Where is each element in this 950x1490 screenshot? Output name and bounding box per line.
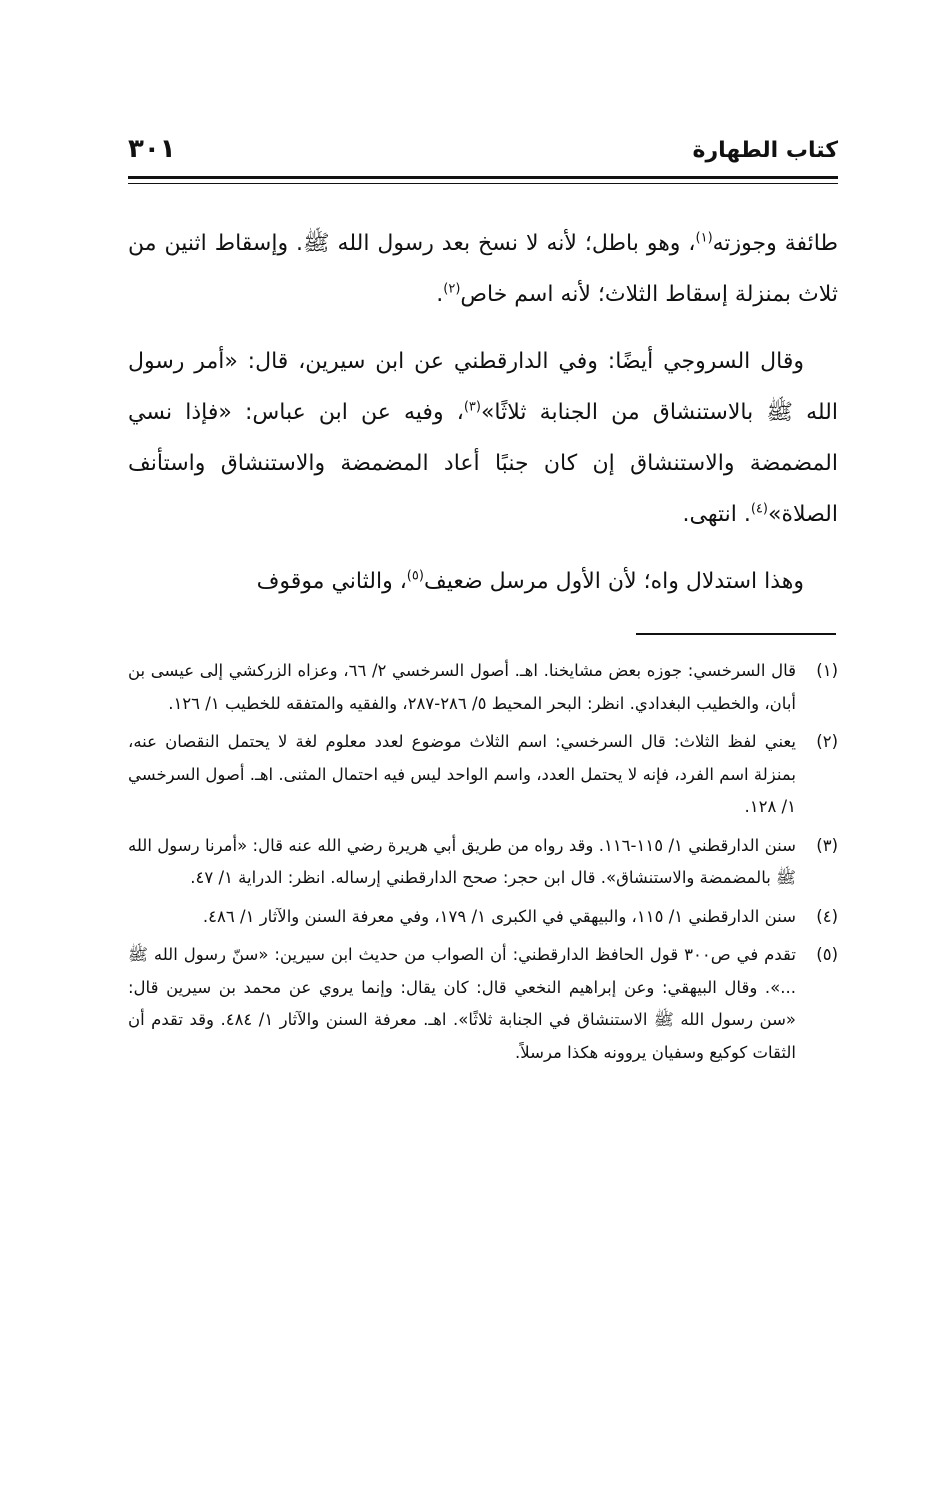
- header-rule-thick: [128, 176, 838, 179]
- footnote-ref[interactable]: (٣): [463, 399, 481, 415]
- footnote-number: (٣): [816, 835, 838, 855]
- text-run: ، وفيه عن ابن عباس: «فإذا نسي المضمضة والاستنشاق إن كان جنبًا أعاد المضمضة والاستنشاق واستأنف الصلاة»: [128, 400, 838, 527]
- footnote-ref[interactable]: (٥): [406, 568, 424, 584]
- footnote: [128, 726, 838, 824]
- footnote-ref[interactable]: (٤): [750, 501, 768, 517]
- text-run: . انتهى.: [682, 502, 751, 527]
- footnote-ref[interactable]: (٢): [443, 281, 461, 297]
- text-run: وهذا استدلال واه؛ لأن الأول مرسل ضعيف: [423, 569, 804, 594]
- footnote-text: سنن الدارقطني ١/ ١١٥-١١٦. وقد رواه من طريق أبي هريرة رضي الله عنه قال: «أمرنا رسول الله ﷺ بالمضمضة والاستنشاق». قال ابن حجر: صحح الدارقطني إرساله. انظر: الدراية ١/ ٤٧.: [128, 835, 796, 887]
- text-run: .: [436, 282, 444, 307]
- text-run: ، وهو باطل؛ لأنه لا نسخ بعد رسول الله ﷺ. وإسقاط اثنين من ثلاث بمنزلة إسقاط الثلاث؛ لأنه اسم خاص: [128, 231, 838, 307]
- footnote-number: (٢): [816, 732, 838, 751]
- footnote-number: (٥): [816, 945, 838, 964]
- footnote: [128, 901, 838, 934]
- footnote-ref[interactable]: (١): [695, 230, 713, 246]
- chapter-title: كتاب الطهارة: [692, 138, 838, 163]
- paragraph: [128, 218, 838, 320]
- footnote-separator: [636, 633, 836, 635]
- footnotes: [128, 655, 838, 1075]
- paragraph: [128, 556, 838, 607]
- footnote-number: (١): [816, 661, 838, 680]
- page-number: ٣٠١: [128, 134, 176, 164]
- footnote-text: تقدم في ص٣٠٠ قول الحافظ الدارقطني: أن الصواب من حديث ابن سيرين: «سنّ رسول الله ﷺ ...». وقال البيهقي: وعن إبراهيم النخعي قال: كان يقال: وإنما يروي عن محمد بن سيرين قال: «سن رسول الله ﷺ الاستنشاق في الجنابة ثلاثًا». اهـ. معرفة السنن والآثار ١/ ٤٨٤. وقد تقدم أن الثقات كوكيع وسفيان يروونه هكذا مرسلاً.: [128, 945, 796, 1062]
- footnote: [128, 939, 838, 1069]
- header-rule-thin: [128, 183, 838, 184]
- footnote: [128, 655, 838, 720]
- running-header: [128, 134, 838, 174]
- footnote-number: (٤): [816, 906, 838, 926]
- text-run: طائفة وجوزته: [712, 231, 838, 256]
- footnote-text: يعني لفظ الثلاث: قال السرخسي: اسم الثلاث موضوع لعدد معلوم لغة لا يحتمل النقصان عنه، بمنزلة اسم الفرد، فإنه لا يحتمل العدد، واسم الواحد ليس فيه احتمال المثنى. اهـ. أصول السرخسي ١/ ١٢٨.: [128, 732, 796, 816]
- footnote: [128, 830, 838, 895]
- main-text: [128, 218, 838, 607]
- footnote-text: قال السرخسي: جوزه بعض مشايخنا. اهـ. أصول السرخسي ٢/ ٦٦، وعزاه الزركشي إلى عيسى بن أبان، والخطيب البغدادي. انظر: البحر المحيط ٥/ ٢٨٦-٢٨٧، والفقيه والمتفقه للخطيب ١/ ١٢٦.: [128, 661, 796, 713]
- text-run: وقال السروجي أيضًا: وفي الدارقطني عن ابن سيرين، قال: «أمر رسول الله ﷺ بالاستنشاق من الجنابة ثلاثًا»: [128, 349, 838, 425]
- paragraph: [128, 336, 838, 540]
- footnote-text: سنن الدارقطني ١/ ١١٥، والبيهقي في الكبرى ١/ ١٧٩، وفي معرفة السنن والآثار ١/ ٤٨٦.: [202, 906, 796, 926]
- text-run: ، والثاني موقوف: [256, 569, 407, 594]
